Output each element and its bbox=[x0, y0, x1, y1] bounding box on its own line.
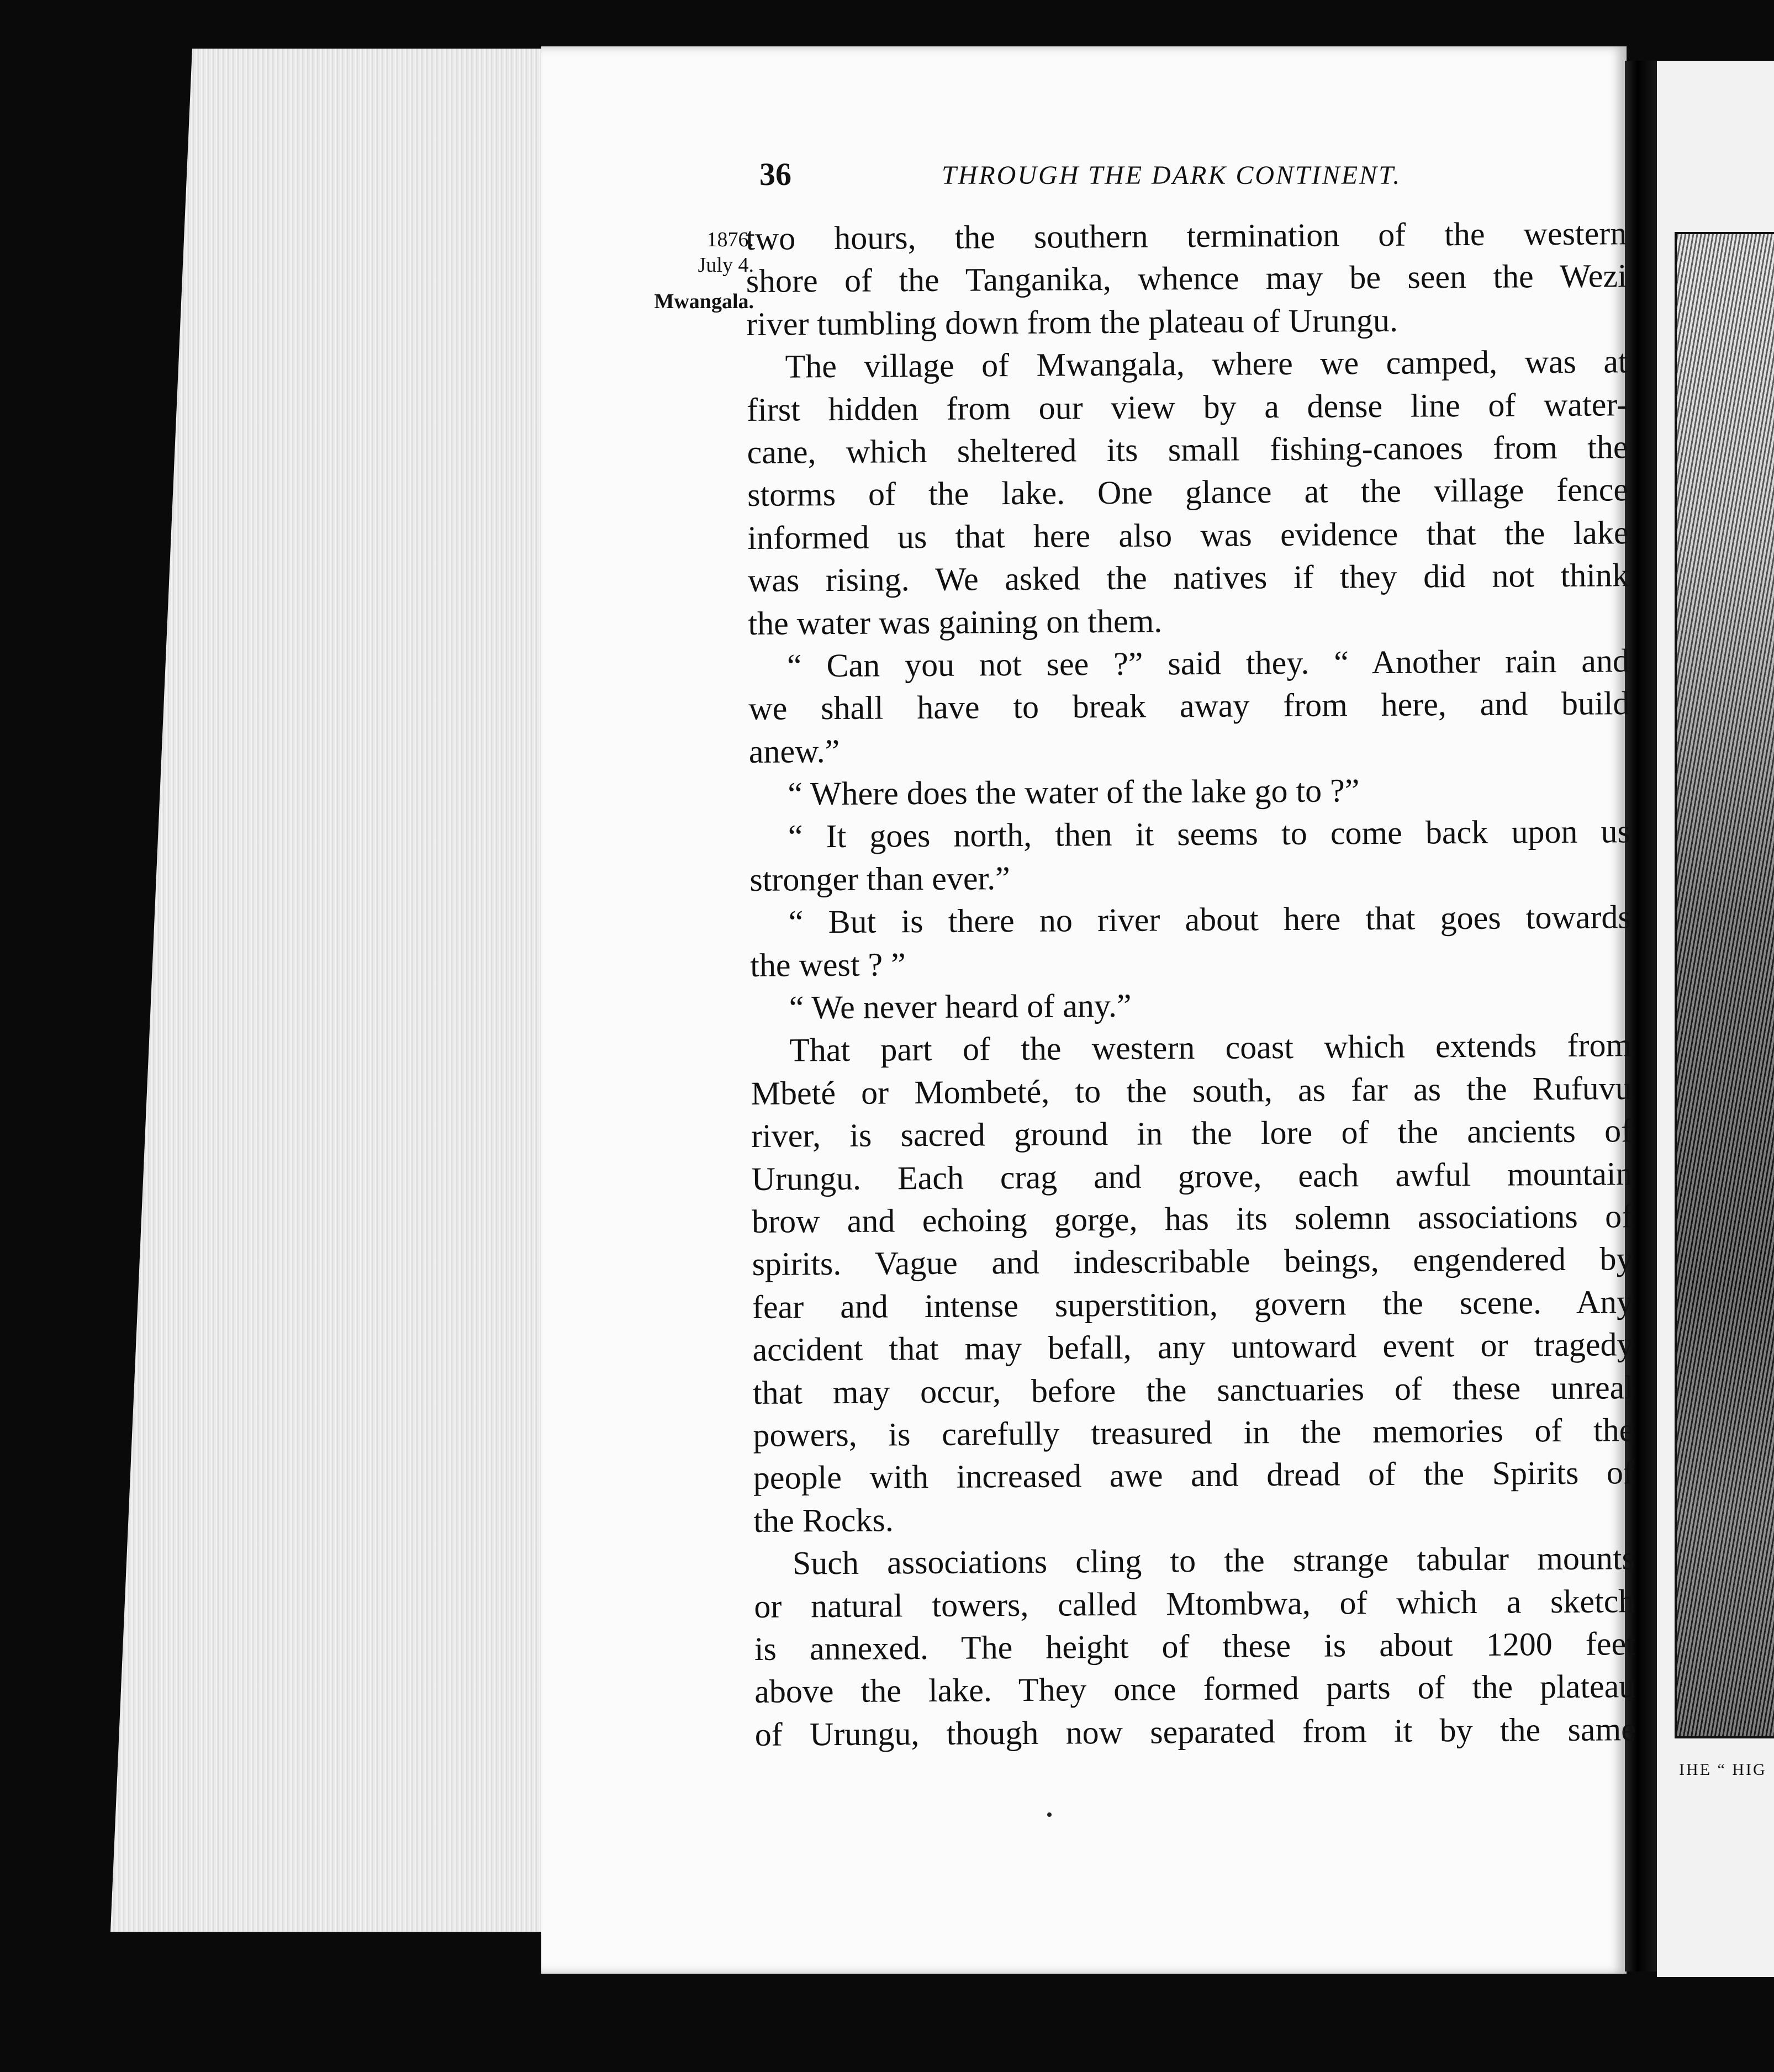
text-line: river tumbling down from the plateau of Urungu. bbox=[746, 302, 1398, 342]
text-line: was rising. We asked the natives if they did not think bbox=[747, 557, 1629, 599]
text-line: Mbeté or Mombeté, to the south, as far as the Rufuvu bbox=[751, 1070, 1632, 1112]
text-line: “ Where does the water of the lake go to ?” bbox=[788, 772, 1360, 812]
text-line: we shall have to break away from here, and build bbox=[748, 685, 1630, 727]
text-line: “ But is there no river about here that goes towards bbox=[788, 898, 1631, 940]
margin-note-date: July 4. bbox=[698, 253, 754, 277]
text-line: “ It goes north, then it seems to come back upon us bbox=[788, 813, 1631, 855]
text-line: river, is sacred ground in the lore of the ancients of bbox=[751, 1112, 1633, 1155]
text-line: people with increased awe and dread of the Spirits of bbox=[753, 1454, 1635, 1497]
page-number: 36 bbox=[759, 156, 791, 192]
text-line: The village of Mwangala, where we camped, was at bbox=[785, 343, 1628, 385]
text-line: two hours, the southern termination of the western bbox=[746, 215, 1627, 257]
page-header bbox=[759, 156, 1618, 194]
text-line: “ Can you not see ?” said they. “ Another rain and bbox=[786, 642, 1630, 684]
plate-caption: IHE “ HIG bbox=[1679, 1761, 1767, 1779]
page-speck bbox=[1047, 1812, 1052, 1817]
text-line: informed us that here also was evidence that the lake bbox=[747, 514, 1629, 556]
text-line: of Urungu, though now separated from it by the same bbox=[754, 1710, 1636, 1753]
text-line: shore of the Tanganika, whence may be seen the Wezi bbox=[746, 257, 1627, 300]
running-head: THROUGH THE DARK CONTINENT. bbox=[942, 161, 1402, 190]
text-line: brow and echoing gorge, has its solemn associations of bbox=[751, 1198, 1633, 1240]
text-line: Urungu. Each crag and grove, each awful mountain bbox=[751, 1155, 1633, 1197]
text-line: storms of the lake. One glance at the village fence bbox=[747, 471, 1629, 514]
text-line: spirits. Vague and indescribable beings, engendered by bbox=[752, 1240, 1633, 1283]
margin-note-place: Mwangala. bbox=[654, 290, 754, 313]
text-line: stronger than ever.” bbox=[749, 859, 1011, 898]
text-line: fear and intense superstition, govern the scene. Any bbox=[752, 1283, 1634, 1325]
text-line: “ We never heard of any.” bbox=[789, 987, 1132, 1026]
text-line: the west ? ” bbox=[750, 945, 906, 984]
text-line: or natural towers, called Mtombwa, of which a sketch bbox=[754, 1582, 1635, 1625]
text-line: That part of the western coast which extends from bbox=[789, 1027, 1632, 1069]
text-line: cane, which sheltered its small fishing-canoes from the bbox=[747, 429, 1628, 471]
margin-note-year: 1876. bbox=[706, 228, 754, 251]
body-text bbox=[746, 212, 1636, 1756]
text-line: is annexed. The height of these is about 1200 feet bbox=[754, 1625, 1636, 1667]
text-line: Such associations cling to the strange tabular mounts bbox=[792, 1540, 1635, 1582]
engraving-illustration bbox=[1675, 232, 1774, 1738]
text-line: the Rocks. bbox=[753, 1502, 894, 1539]
text-line: anew.” bbox=[748, 732, 840, 770]
text-line: accident that may befall, any untoward event or tragedy bbox=[752, 1326, 1634, 1368]
text-line: that may occur, before the sanctuaries of these unreal bbox=[752, 1368, 1634, 1411]
page-edges bbox=[110, 49, 547, 1932]
text-line: first hidden from our view by a dense line of water- bbox=[746, 385, 1628, 428]
text-line: the water was gaining on them. bbox=[748, 602, 1163, 642]
text-line: above the lake. They once formed parts of the plateau bbox=[754, 1668, 1636, 1710]
text-line: powers, is carefully treasured in the memories of the bbox=[753, 1412, 1634, 1453]
